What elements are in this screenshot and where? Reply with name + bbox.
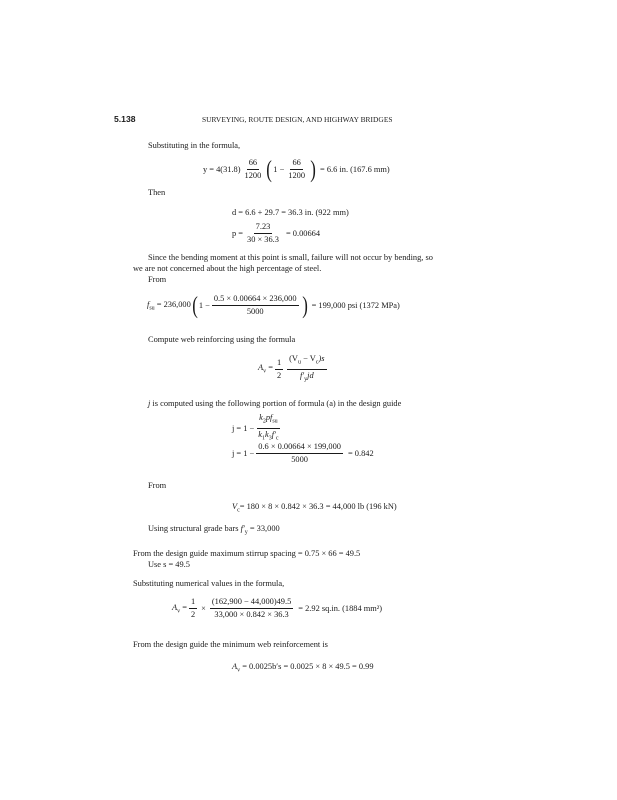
text-substituting: Substituting in the formula, [148, 141, 241, 150]
text-max-spacing: From the design guide maximum stirrup spacing = 0.75 × 66 = 49.5 [133, 549, 361, 558]
eq-av2-num: (162,900 − 44,000)49.5 [210, 597, 293, 609]
text-structural-grade-value: = 33,000 [247, 524, 280, 533]
eq-av-half-den: 2 [276, 370, 282, 380]
eq-y-frac2 [286, 158, 307, 181]
text-from-2: From [148, 481, 167, 490]
equation-y [203, 158, 390, 181]
eq-fsu-num: 0.5 × 0.00664 × 236,000 [212, 294, 299, 306]
eq-av-lhs-eq: = [268, 363, 273, 373]
eq-j2-num: 0.6 × 0.00664 × 199,000 [256, 442, 343, 454]
eq-av-half [275, 358, 283, 381]
eq-fsu-frac [212, 294, 299, 317]
eq-j1-den-k: k [258, 429, 262, 439]
equation-j-general [232, 413, 283, 443]
eq-av2-half-num: 1 [189, 597, 197, 609]
eq-fsu-rhs: = 199,000 psi (1372 MPa) [311, 301, 400, 310]
eq-fsu-lhs: $f_{su} = 236,000$ [147, 299, 191, 312]
eq-fsu-sub: su [149, 305, 155, 312]
eq-j1-frac [256, 413, 280, 443]
eq-j2-rhs: = 0.842 [347, 449, 374, 458]
eq-av-num: $(V_u - V_c)s$ [287, 354, 326, 370]
page-number: 5.138 [114, 114, 136, 124]
text-substituting-numerical: Substituting numerical values in the formula, [133, 579, 285, 588]
eq-fsu-pre: 1 − [198, 301, 210, 310]
left-paren: ( [192, 292, 198, 319]
eq-y-frac2-num: 66 [290, 158, 302, 170]
eq-fsu-lhs-rest: = 236,000 [154, 299, 191, 309]
eq-j2-lhs: j = 1 − [232, 449, 255, 458]
eq-av-frac [287, 354, 326, 384]
eq-y-frac1 [243, 158, 264, 181]
eq-av2-rhs: = 2.92 sq.in. (1884 mm²) [298, 604, 383, 613]
eq-y-frac1-num: 66 [247, 158, 259, 170]
eq-p-num: 7.23 [254, 222, 273, 234]
running-title: SURVEYING, ROUTE DESIGN, AND HIGHWAY BRIDGES [202, 115, 393, 124]
eq-j1-den: $k_1k_3f'_c$ [258, 429, 279, 442]
eq-av2-den: 33,000 × 0.842 × 36.3 [214, 610, 289, 619]
eq-av-lhs: $A_v$ = [258, 363, 273, 375]
text-structural-grade: Using structural grade bars $f'_y = 33,000$ [148, 524, 280, 536]
eq-vc-rest: = 180 × 8 × 0.842 × 36.3 = 44,000 lb (196 kN) [239, 502, 397, 511]
equation-j-numeric [232, 442, 374, 465]
eq-av-den: $f'_yjd$ [299, 370, 314, 383]
eq-y-rhs: = 6.6 in. (167.6 mm) [320, 165, 390, 174]
eq-j1-lhs: j = 1 − [232, 423, 255, 433]
text-min-web: From the design guide the minimum web reinforcement is [133, 640, 328, 649]
eq-av2-lhs: $A_v$ = [172, 602, 187, 615]
text-bending-line1: Since the bending moment at this point is small, failure will not occur by bending, so [148, 253, 433, 262]
eq-p-rhs: = 0.00664 [285, 229, 321, 238]
eq-av-num-b: − V [300, 354, 316, 363]
equation-p [232, 222, 320, 245]
eq-av2-times: × [201, 604, 206, 613]
text-j-computed-rest: is computed using the following portion of formula (a) in the design guide [150, 399, 402, 408]
eq-j1-num-k: k [259, 413, 263, 422]
eq-av-num-a: (V [289, 354, 298, 363]
eq-av2-half [189, 597, 197, 620]
equation-av-numeric [172, 597, 382, 620]
text-bending-line2: we are not concerned about the high percentage of steel. [133, 264, 322, 273]
text-compute-web: Compute web reinforcing using the formula [148, 335, 296, 344]
eq-j1-num: $k_2pf_{su}$ [257, 413, 280, 429]
eq-fsu-den: 5000 [246, 307, 264, 316]
left-paren: ( [266, 156, 273, 183]
eq-y-lhs: y = 4(31.8) [203, 165, 241, 174]
equation-av-min: $A_v = 0.0025b's = 0.0025 \times 8 \times 49.5 = 0.99$ [232, 662, 374, 674]
eq-av-den-a: f′ [299, 370, 305, 380]
eq-av2-lhs-eq: = [182, 602, 187, 612]
eq-av-num-c: )s [318, 354, 325, 363]
eq-y-f2-pre: 1 − [273, 165, 285, 174]
right-paren: ) [310, 156, 316, 183]
eq-y-frac2-den: 1200 [288, 171, 306, 180]
equation-vc: $V_c= 180 \times 8 \times 0.842 \times 36.3 = 44,000$ lb (196 kN) [232, 502, 397, 514]
eq-p-den: 30 × 36.3 [247, 235, 279, 244]
eq-y-frac1-den: 1200 [244, 171, 262, 180]
text-from-1: From [148, 275, 167, 284]
eq-p-frac [245, 222, 281, 245]
equation-d: d = 6.6 + 29.7 = 36.3 in. (922 mm) [232, 208, 349, 217]
eq-av-half-num: 1 [275, 358, 283, 370]
eq-p-lhs: p = [232, 229, 244, 238]
equation-av-formula [258, 354, 329, 384]
text-j-computed: j is computed using the following portion of formula (a) in the design guide [148, 399, 402, 408]
text-then: Then [148, 188, 166, 197]
eq-av2-frac [210, 597, 293, 620]
equation-fsu [147, 294, 400, 317]
eq-min-rest: = 0.0025b′s = 0.0025 × 8 × 49.5 = 0.99 [242, 662, 374, 671]
text-use-s: Use s = 49.5 [148, 560, 190, 569]
eq-av-den-b: jd [307, 370, 314, 380]
text-structural-grade-label: Using structural grade bars [148, 524, 239, 533]
eq-av2-half-den: 2 [190, 610, 196, 619]
eq-j2-den: 5000 [291, 455, 308, 464]
eq-j2-frac [256, 442, 343, 465]
right-paren: ) [301, 292, 308, 319]
